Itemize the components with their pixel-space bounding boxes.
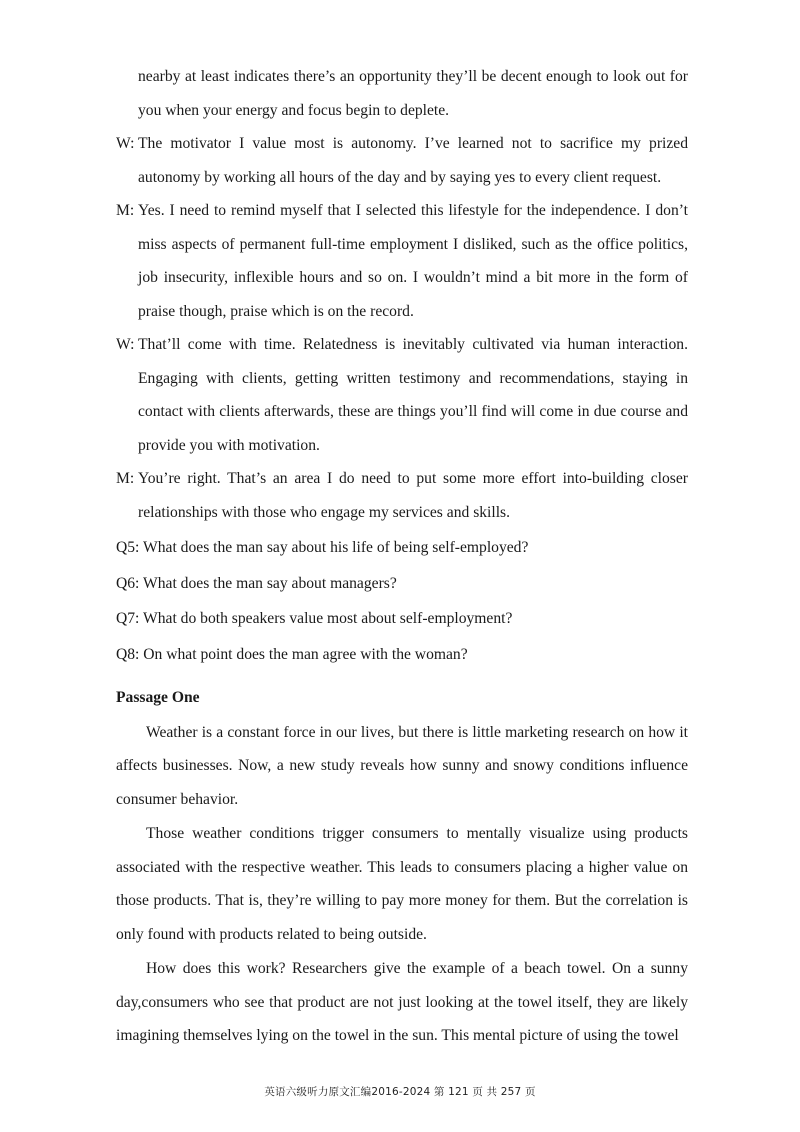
page-content	[116, 60, 688, 1053]
question-item: Q5: What does the man say about his life of being self-employed?	[116, 539, 529, 556]
dialogue-line	[116, 328, 688, 462]
dialogue-continuation: nearby at least indicates there’s an opportunity they’ll be decent enough to look out for you when your energy and focus begin to deplete.	[138, 68, 688, 119]
dialogue-text: The motivator I value most is autonomy. I’ve learned not to sacrifice my prized autonomy by working all hours of the day and by saying yes to every client request.	[138, 135, 688, 186]
passage-paragraph: Weather is a constant force in our lives, but there is little marketing research on how it affects businesses. Now, a new study reveals how sunny and snowy conditions influence consumer behavior.	[116, 723, 688, 808]
dialogue-text: Yes. I need to remind myself that I selected this lifestyle for the independence. I don’t miss aspects of permanent full-time employment I disliked, such as the office politics, job insecurity, inflexible hours and so on. I wouldn’t mind a bit more in the form of praise though, praise which is on the record.	[138, 202, 688, 320]
dialogue-line	[116, 127, 688, 194]
speaker-label: M:	[116, 202, 135, 219]
speaker-label: M:	[116, 470, 135, 487]
passage-title: Passage One	[116, 689, 200, 706]
passage-paragraph: Those weather conditions trigger consumers to mentally visualize using products associated with the respective weather. This leads to consumers placing a higher value on those products. That is, they’re willing to pay more money for them. But the correlation is only found with products related to being outside.	[116, 825, 688, 943]
page-footer: 英语六级听力原文汇编2016-2024 第 121 页 共 257 页	[264, 1086, 536, 1098]
dialogue-text: You’re right. That’s an area I do need to put some more effort into-building closer relationships with those who engage my services and skills.	[138, 470, 688, 521]
dialogue-line	[116, 462, 688, 529]
speaker-label: W:	[116, 135, 135, 152]
dialogue-line	[116, 194, 688, 328]
dialogue-text: That’ll come with time. Relatedness is inevitably cultivated via human interaction. Engaging with clients, getting written testimony and recommendations, staying in contact with clients afterwards, these are things you’ll find will come in due course and provide you with motivation.	[138, 336, 688, 454]
question-item: Q6: What does the man say about managers?	[116, 574, 397, 592]
question-item: Q7: What do both speakers value most about self-employment?	[116, 610, 513, 627]
question-item: Q8: On what point does the man agree with the woman?	[116, 645, 468, 663]
passage-paragraph: How does this work? Researchers give the example of a beach towel. On a sunny day,consumers who see that product are not just looking at the towel itself, they are likely imagining themselves lying on the towel in the sun. This mental picture of using the towel	[116, 960, 688, 1044]
speaker-label: W:	[116, 336, 135, 353]
